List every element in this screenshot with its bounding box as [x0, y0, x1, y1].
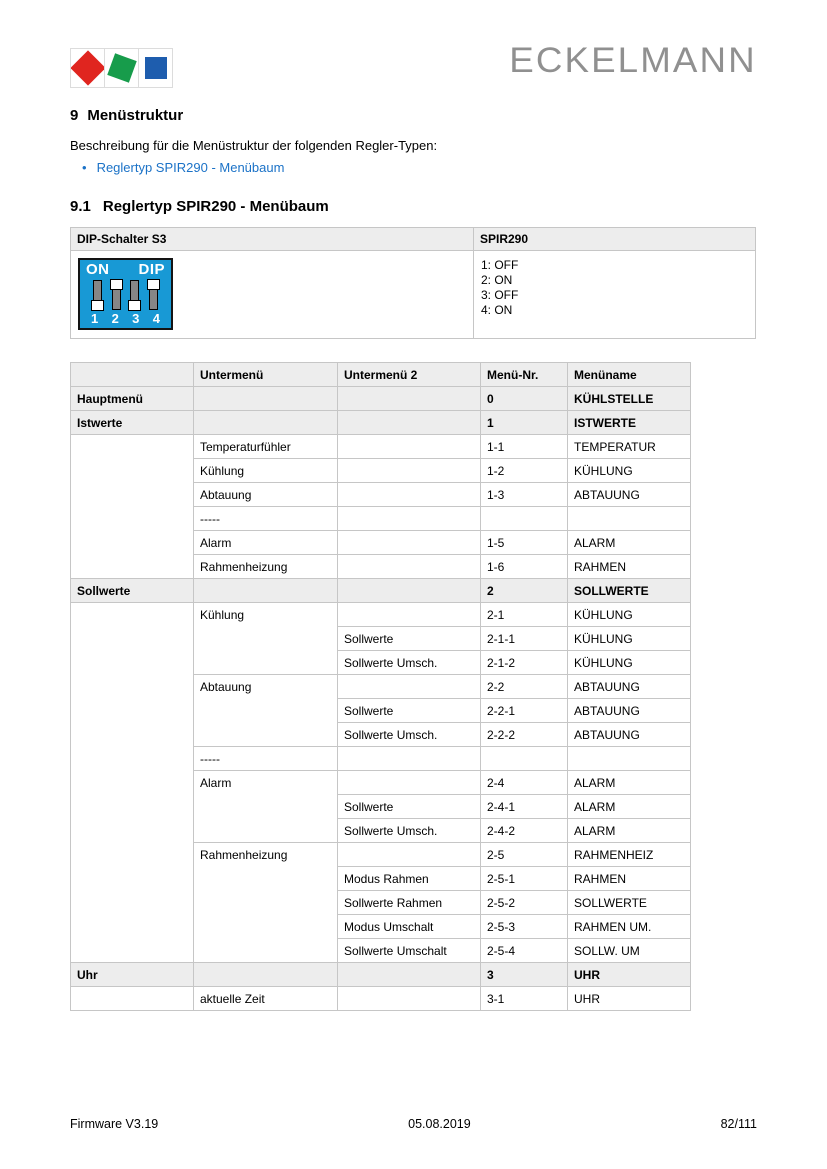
cell-empty [568, 747, 691, 771]
cell-empty [338, 747, 481, 771]
cell-empty [338, 675, 481, 699]
cell-nr: 2-5-1 [481, 867, 568, 891]
cell-name: RAHMEN UM. [568, 915, 691, 939]
cell-name: ALARM [568, 531, 691, 555]
cell-sub: Alarm [194, 771, 338, 843]
cell-empty [71, 435, 194, 579]
cell-nr: 3 [481, 963, 568, 987]
table-header-row [71, 228, 756, 251]
cell-name: ABTAUUNG [568, 723, 691, 747]
cell-nr: 1 [481, 411, 568, 435]
page-footer [70, 1117, 757, 1131]
cell-name: TEMPERATUR [568, 435, 691, 459]
col-header-menu-nr: Menü-Nr. [481, 363, 568, 387]
cell-empty [481, 507, 568, 531]
cell-nr: 0 [481, 387, 568, 411]
cell-sub: ----- [194, 747, 338, 771]
cell-nr: 1-3 [481, 483, 568, 507]
cell-sub: aktuelle Zeit [194, 987, 338, 1011]
dip-setting: 4: ON [481, 303, 513, 317]
dip-switch-2-on [110, 280, 123, 310]
footer-firmware-version: Firmware V3.19 [70, 1117, 159, 1131]
cell-empty [338, 507, 481, 531]
brand-wordmark: ECKELMANN [509, 41, 757, 80]
cell-nr: 2-5 [481, 843, 568, 867]
cell-sub: Rahmenheizung [194, 843, 338, 963]
cell-name: ALARM [568, 795, 691, 819]
table-row [71, 603, 691, 627]
cell-sub2: Sollwerte Umschalt [338, 939, 481, 963]
bullet-icon: • [82, 160, 87, 175]
cell-nr: 2-1-2 [481, 651, 568, 675]
cell-name: UHR [568, 963, 691, 987]
dip-number: 1 [91, 311, 99, 326]
dip-switch-table [70, 227, 756, 339]
dip-switch-row [91, 280, 160, 310]
cell-name: RAHMEN [568, 867, 691, 891]
cell-name: RAHMEN [568, 555, 691, 579]
logo-cell [71, 49, 105, 87]
menu-structure-table [70, 362, 691, 1011]
dip-switch-1-off [91, 280, 104, 310]
cell-name: ABTAUUNG [568, 699, 691, 723]
cell-nr: 2-4-1 [481, 795, 568, 819]
dip-switch-3-off [128, 280, 141, 310]
cell-sub2: Sollwerte Umsch. [338, 819, 481, 843]
cell-main: Istwerte [71, 411, 194, 435]
dip-number: 3 [132, 311, 140, 326]
table-row [71, 435, 691, 459]
logo-green-square-icon [107, 53, 136, 82]
cell-empty [338, 603, 481, 627]
dip-switch-numbers [91, 311, 160, 326]
cell-nr: 1-1 [481, 435, 568, 459]
cell-empty [338, 483, 481, 507]
cell-name: SOLLW. UM [568, 939, 691, 963]
cell-sub: Alarm [194, 531, 338, 555]
table-row-section [71, 411, 691, 435]
dip-on-label: ON [86, 261, 110, 278]
cell-empty [338, 579, 481, 603]
cell-name: RAHMENHEIZ [568, 843, 691, 867]
logo-cell [139, 49, 172, 87]
cell-main: Sollwerte [71, 579, 194, 603]
dip-setting: 1: OFF [481, 258, 519, 272]
logo-cell [105, 49, 139, 87]
cell-sub2: Sollwerte Umsch. [338, 723, 481, 747]
cell-nr: 2-4 [481, 771, 568, 795]
cell-empty [338, 963, 481, 987]
cell-name: KÜHLUNG [568, 627, 691, 651]
cell-name: UHR [568, 987, 691, 1011]
cell-nr: 1-2 [481, 459, 568, 483]
cell-sub2: Modus Umschalt [338, 915, 481, 939]
dip-dip-label: DIP [138, 261, 165, 278]
cell-empty [194, 963, 338, 987]
cell-sub2: Sollwerte [338, 699, 481, 723]
cell-empty [338, 531, 481, 555]
cell-name: KÜHLUNG [568, 459, 691, 483]
dip-settings-cell [474, 251, 756, 339]
cell-name: KÜHLSTELLE [568, 387, 691, 411]
company-logo [70, 48, 173, 88]
switch-knob [147, 279, 160, 290]
cell-name: ISTWERTE [568, 411, 691, 435]
cell-sub2: Sollwerte Umsch. [338, 651, 481, 675]
cell-nr: 2-2-1 [481, 699, 568, 723]
menu-tree-link[interactable]: Reglertyp SPIR290 - Menübaum [96, 160, 285, 175]
section-heading [70, 107, 183, 124]
dip-switch-graphic [78, 258, 173, 330]
link-list-item [82, 160, 284, 175]
col-header-untermenu: Untermenü [194, 363, 338, 387]
cell-nr: 2 [481, 579, 568, 603]
cell-sub2: Modus Rahmen [338, 867, 481, 891]
cell-nr: 1-6 [481, 555, 568, 579]
cell-name: KÜHLUNG [568, 651, 691, 675]
cell-sub2: Sollwerte [338, 795, 481, 819]
cell-nr: 2-1-1 [481, 627, 568, 651]
cell-empty [481, 747, 568, 771]
cell-sub2: Sollwerte Rahmen [338, 891, 481, 915]
footer-page-number: 82/111 [720, 1117, 757, 1131]
cell-empty [194, 387, 338, 411]
col-header-main [71, 363, 194, 387]
logo-red-diamond-icon [71, 50, 105, 85]
cell-empty [338, 555, 481, 579]
cell-name: ABTAUUNG [568, 675, 691, 699]
cell-empty [338, 459, 481, 483]
footer-date: 05.08.2019 [408, 1117, 471, 1131]
dip-graphic-cell [71, 251, 474, 339]
cell-sub: Kühlung [194, 459, 338, 483]
dip-table-header-left: DIP-Schalter S3 [71, 228, 474, 251]
section-number: 9 [70, 107, 79, 124]
cell-main: Uhr [71, 963, 194, 987]
cell-nr: 2-5-2 [481, 891, 568, 915]
cell-empty [338, 411, 481, 435]
table-row [71, 251, 756, 339]
cell-empty [194, 579, 338, 603]
cell-empty [71, 603, 194, 963]
cell-sub: Abtauung [194, 483, 338, 507]
subsection-number: 9.1 [70, 198, 91, 215]
table-row-section [71, 579, 691, 603]
cell-empty [568, 507, 691, 531]
cell-name: ALARM [568, 819, 691, 843]
cell-nr: 1-5 [481, 531, 568, 555]
cell-empty [338, 771, 481, 795]
cell-nr: 2-5-3 [481, 915, 568, 939]
cell-empty [194, 411, 338, 435]
cell-name: KÜHLUNG [568, 603, 691, 627]
subsection-title: Reglertyp SPIR290 - Menübaum [102, 198, 329, 215]
table-row-section [71, 387, 691, 411]
cell-nr: 2-2-2 [481, 723, 568, 747]
cell-sub: Temperaturfühler [194, 435, 338, 459]
cell-nr: 2-5-4 [481, 939, 568, 963]
cell-sub: Abtauung [194, 675, 338, 747]
cell-nr: 2-1 [481, 603, 568, 627]
cell-empty [338, 987, 481, 1011]
dip-number: 2 [111, 311, 119, 326]
table-header-row [71, 363, 691, 387]
cell-name: SOLLWERTE [568, 891, 691, 915]
dip-number: 4 [152, 311, 160, 326]
switch-knob [110, 279, 123, 290]
cell-sub: ----- [194, 507, 338, 531]
dip-table-header-right: SPIR290 [474, 228, 756, 251]
table-row-section [71, 963, 691, 987]
dip-labels [84, 261, 167, 279]
section-title: Menüstruktur [87, 107, 184, 124]
cell-sub2: Sollwerte [338, 627, 481, 651]
dip-setting: 2: ON [481, 273, 513, 287]
cell-nr: 2-4-2 [481, 819, 568, 843]
switch-knob [91, 300, 104, 311]
cell-nr: 3-1 [481, 987, 568, 1011]
cell-name: SOLLWERTE [568, 579, 691, 603]
cell-name: ABTAUUNG [568, 483, 691, 507]
cell-empty [338, 843, 481, 867]
cell-nr: 2-2 [481, 675, 568, 699]
cell-main: Hauptmenü [71, 387, 194, 411]
table-row [71, 987, 691, 1011]
dip-setting: 3: OFF [481, 288, 519, 302]
col-header-untermenu2: Untermenü 2 [338, 363, 481, 387]
switch-knob [128, 300, 141, 311]
cell-sub: Kühlung [194, 603, 338, 675]
cell-empty [338, 387, 481, 411]
intro-paragraph: Beschreibung für die Menüstruktur der folgenden Regler-Typen: [70, 138, 438, 153]
logo-blue-square-icon [145, 57, 167, 79]
subsection-heading [70, 198, 329, 215]
dip-switch-4-on [147, 280, 160, 310]
cell-sub: Rahmenheizung [194, 555, 338, 579]
cell-empty [338, 435, 481, 459]
cell-empty [71, 987, 194, 1011]
cell-name: ALARM [568, 771, 691, 795]
col-header-menuname: Menüname [568, 363, 691, 387]
